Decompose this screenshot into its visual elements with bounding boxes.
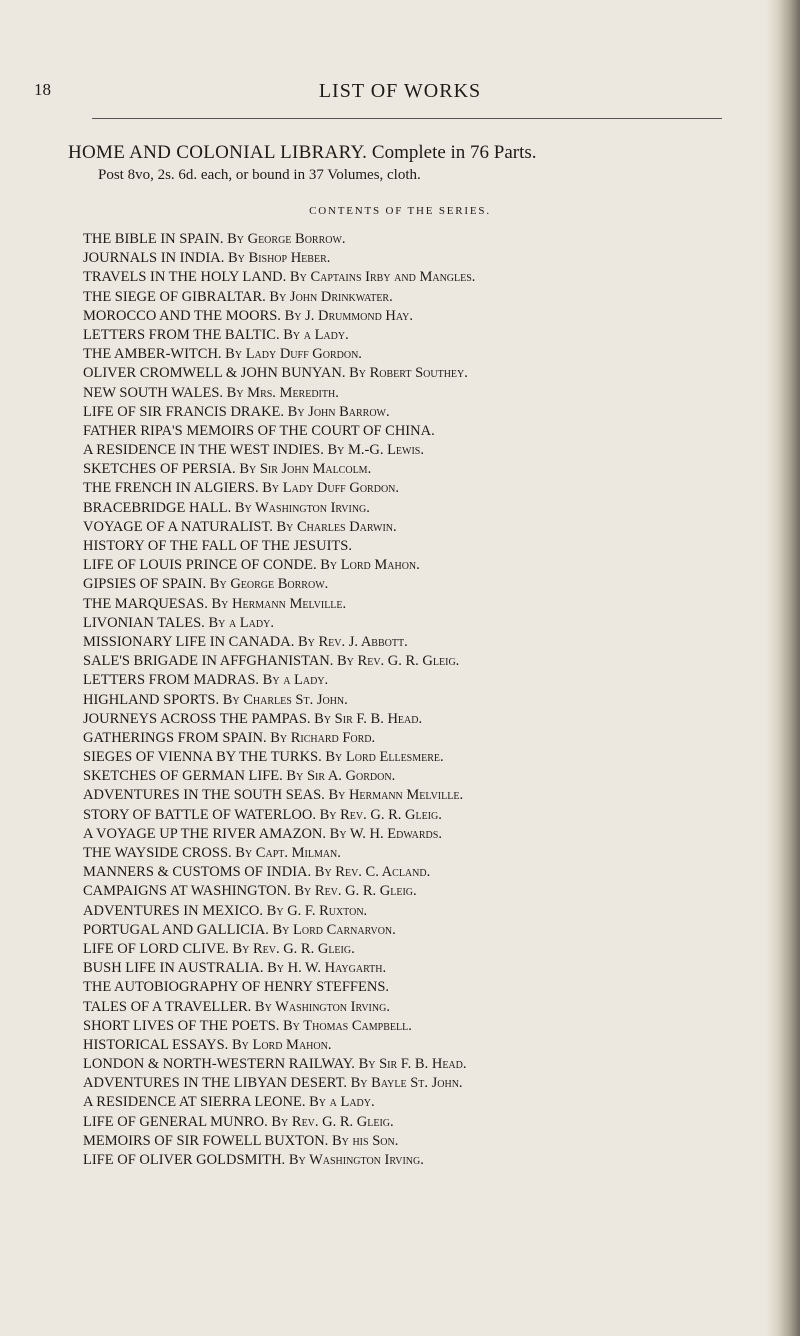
work-title: SKETCHES OF PERSIA.: [83, 461, 236, 478]
work-title: BRACEBRIDGE HALL.: [83, 499, 232, 516]
work-title: CAMPAIGNS AT WASHINGTON.: [83, 883, 291, 900]
list-item: [83, 345, 723, 364]
work-title: HISTORICAL ESSAYS.: [83, 1036, 229, 1053]
work-author: By Charles Darwin.: [276, 518, 397, 535]
list-item: [83, 460, 723, 479]
list-item: [83, 1151, 723, 1170]
work-author: By Lady Duff Gordon.: [225, 346, 362, 363]
series-title: [68, 142, 537, 164]
work-title: BUSH LIFE IN AUSTRALIA.: [83, 960, 264, 977]
list-item: [83, 479, 723, 498]
work-author: By Hermann Melville.: [328, 787, 464, 804]
work-author: By a Lady.: [283, 326, 349, 343]
list-item: [83, 998, 723, 1017]
work-title: JOURNEYS ACROSS THE PAMPAS.: [83, 710, 311, 727]
work-title: LIFE OF OLIVER GOLDSMITH.: [83, 1152, 286, 1168]
work-author: By a Lady.: [208, 614, 274, 631]
work-title: LIFE OF LORD CLIVE.: [83, 940, 229, 957]
work-title: GATHERINGS FROM SPAIN.: [83, 729, 267, 746]
list-item: [83, 1113, 723, 1132]
work-author: By Rev. G. R. Gleig.: [337, 653, 460, 670]
work-title: ADVENTURES IN THE SOUTH SEAS.: [83, 787, 325, 804]
work-title: JOURNALS IN INDIA.: [83, 250, 225, 267]
work-author: By John Drinkwater.: [269, 288, 393, 305]
work-title: A VOYAGE UP THE RIVER AMAZON.: [83, 825, 327, 842]
list-item: [83, 499, 723, 518]
works-list: [83, 230, 723, 1170]
list-item: [83, 1132, 723, 1151]
list-item: [83, 902, 723, 921]
list-item: [83, 633, 723, 652]
work-author: By Sir F. B. Head.: [358, 1056, 467, 1073]
work-title: PORTUGAL AND GALLICIA.: [83, 921, 269, 938]
list-item: [83, 268, 723, 287]
work-author: By Mrs. Meredith.: [226, 384, 339, 401]
list-item: [83, 537, 723, 556]
work-title: MANNERS & CUSTOMS OF INDIA.: [83, 864, 312, 881]
work-author: By W. H. Edwards.: [329, 825, 442, 842]
list-item: [83, 767, 723, 786]
list-item: [83, 518, 723, 537]
work-author: By Richard Ford.: [270, 729, 376, 746]
list-item: [83, 1036, 723, 1055]
list-item: [83, 288, 723, 307]
list-item: [83, 940, 723, 959]
work-author: By his Son.: [331, 1132, 399, 1149]
work-author: By Sir A. Gordon.: [286, 768, 396, 785]
work-title: OLIVER CROMWELL & JOHN BUNYAN.: [83, 365, 346, 382]
list-item: [83, 882, 723, 901]
work-title: VOYAGE OF A NATURALIST.: [83, 518, 273, 535]
list-item: [83, 863, 723, 882]
work-author: By H. W. Haygarth.: [267, 960, 387, 977]
list-item: [83, 384, 723, 403]
work-author: By Washington Irving.: [234, 499, 370, 516]
work-author: By Sir F. B. Head.: [314, 710, 423, 727]
work-author: By John Barrow.: [287, 403, 390, 420]
work-title: LIFE OF LOUIS PRINCE OF CONDE.: [83, 557, 317, 574]
list-item: [83, 959, 723, 978]
list-item: [83, 671, 723, 690]
list-item: [83, 307, 723, 326]
work-title: MISSIONARY LIFE IN CANADA.: [83, 633, 295, 650]
work-author: By Lord Carnarvon.: [272, 921, 396, 938]
work-title: THE WAYSIDE CROSS.: [83, 845, 232, 861]
list-item: [83, 978, 723, 997]
work-title: LIVONIAN TALES.: [83, 614, 205, 631]
list-item: [83, 921, 723, 940]
work-title: A RESIDENCE AT SIERRA LEONE.: [83, 1094, 306, 1111]
work-title: THE FRENCH IN ALGIERS.: [83, 480, 259, 497]
series-description: Post 8vo, 2s. 6d. each, or bound in 37 Volumes, cloth.: [98, 167, 421, 183]
list-item: [83, 230, 723, 249]
list-item: [83, 403, 723, 422]
work-title: A RESIDENCE IN THE WEST INDIES.: [83, 442, 324, 459]
work-author: By M.-G. Lewis.: [327, 442, 424, 459]
list-item: [83, 691, 723, 710]
work-title: SALE'S BRIGADE IN AFFGHANISTAN.: [83, 653, 334, 670]
work-author: By Robert Southey.: [349, 365, 468, 382]
work-title: TRAVELS IN THE HOLY LAND.: [83, 269, 287, 286]
work-author: By Rev. G. R. Gleig.: [319, 806, 442, 823]
series-extent: Complete in 76 Parts.: [371, 142, 537, 163]
list-item: [83, 806, 723, 825]
work-title: ADVENTURES IN THE LIBYAN DESERT.: [83, 1075, 348, 1092]
work-title: LIFE OF GENERAL MUNRO.: [83, 1113, 268, 1130]
work-author: By Charles St. John.: [222, 691, 348, 708]
work-title: THE BIBLE IN SPAIN.: [83, 231, 224, 247]
work-title: THE SIEGE OF GIBRALTAR.: [83, 288, 266, 305]
work-title: FATHER RIPA'S MEMOIRS OF THE COURT OF CHINA.: [83, 422, 435, 439]
work-title: TALES OF A TRAVELLER.: [83, 998, 252, 1015]
list-item: [83, 710, 723, 729]
work-author: By a Lady.: [262, 672, 329, 689]
work-author: By Rev. C. Acland.: [314, 864, 431, 881]
work-author: By Rev. J. Abbott.: [297, 633, 408, 650]
work-title: MEMOIRS OF SIR FOWELL BUXTON.: [83, 1132, 329, 1149]
work-title: THE AMBER-WITCH.: [83, 346, 222, 363]
list-item: [83, 326, 723, 345]
list-item: [83, 729, 723, 748]
list-item: [83, 575, 723, 594]
work-author: By Bishop Heber.: [228, 250, 331, 267]
work-title: SIEGES OF VIENNA BY THE TURKS.: [83, 749, 322, 766]
work-author: By Thomas Campbell.: [283, 1017, 412, 1034]
work-title: NEW SOUTH WALES.: [83, 384, 224, 401]
work-author: By Washington Irving.: [254, 998, 390, 1015]
work-author: By Rev. G. R. Gleig.: [232, 940, 355, 957]
work-author: By Lord Mahon.: [231, 1036, 332, 1053]
list-item: [83, 614, 723, 633]
work-author: By George Borrow.: [227, 231, 346, 247]
work-author: By Captains Irby and Mangles.: [289, 269, 476, 286]
list-item: [83, 364, 723, 383]
work-author: By Lord Ellesmere.: [325, 749, 444, 766]
work-title: MOROCCO AND THE MOORS.: [83, 307, 281, 324]
work-author: By Lady Duff Gordon.: [262, 480, 400, 497]
list-item: [83, 652, 723, 671]
list-item: [83, 595, 723, 614]
work-title: THE MARQUESAS.: [83, 595, 208, 612]
work-author: By Bayle St. John.: [350, 1075, 463, 1092]
work-title: LONDON & NORTH-WESTERN RAILWAY.: [83, 1056, 355, 1073]
work-author: By Rev. G. R. Gleig.: [271, 1113, 394, 1130]
header-rule: [92, 118, 722, 119]
work-author: By Lord Mahon.: [320, 557, 420, 574]
list-item: [83, 786, 723, 805]
series-name: HOME AND COLONIAL LIBRARY.: [68, 142, 368, 163]
work-author: By Rev. G. R. Gleig.: [294, 883, 417, 900]
work-author: By G. F. Ruxton.: [266, 902, 368, 919]
contents-heading: CONTENTS OF THE SERIES.: [309, 205, 491, 217]
work-author: By Sir John Malcolm.: [239, 461, 372, 478]
list-item: [83, 844, 723, 863]
work-author: By George Borrow.: [209, 576, 329, 593]
work-title: LIFE OF SIR FRANCIS DRAKE.: [83, 403, 285, 420]
list-item: [83, 556, 723, 575]
page-edge-shadow: [766, 0, 800, 1336]
work-title: ADVENTURES IN MEXICO.: [83, 902, 264, 919]
list-item: [83, 1055, 723, 1074]
list-item: [83, 1017, 723, 1036]
work-title: HISTORY OF THE FALL OF THE JESUITS.: [83, 538, 352, 554]
work-title: STORY OF BATTLE OF WATERLOO.: [83, 806, 316, 823]
running-head: LIST OF WORKS: [318, 80, 482, 102]
list-item: [83, 422, 723, 441]
work-title: LETTERS FROM MADRAS.: [83, 672, 260, 689]
list-item: [83, 748, 723, 767]
list-item: [83, 249, 723, 268]
work-title: GIPSIES OF SPAIN.: [83, 576, 207, 593]
work-title: SHORT LIVES OF THE POETS.: [83, 1017, 280, 1034]
list-item: [83, 1093, 723, 1112]
page-number: 18: [34, 80, 51, 99]
work-title: THE AUTOBIOGRAPHY OF HENRY STEFFENS.: [83, 979, 390, 996]
work-author: By Capt. Milman.: [235, 845, 341, 861]
work-title: SKETCHES OF GERMAN LIFE.: [83, 768, 283, 785]
work-author: By J. Drummond Hay.: [284, 307, 414, 324]
list-item: [83, 825, 723, 844]
work-author: By Washington Irving.: [288, 1152, 424, 1168]
list-item: [83, 1074, 723, 1093]
work-author: By a Lady.: [309, 1094, 375, 1111]
work-title: HIGHLAND SPORTS.: [83, 691, 220, 708]
work-title: LETTERS FROM THE BALTIC.: [83, 326, 280, 343]
list-item: [83, 441, 723, 460]
work-author: By Hermann Melville.: [211, 595, 347, 612]
